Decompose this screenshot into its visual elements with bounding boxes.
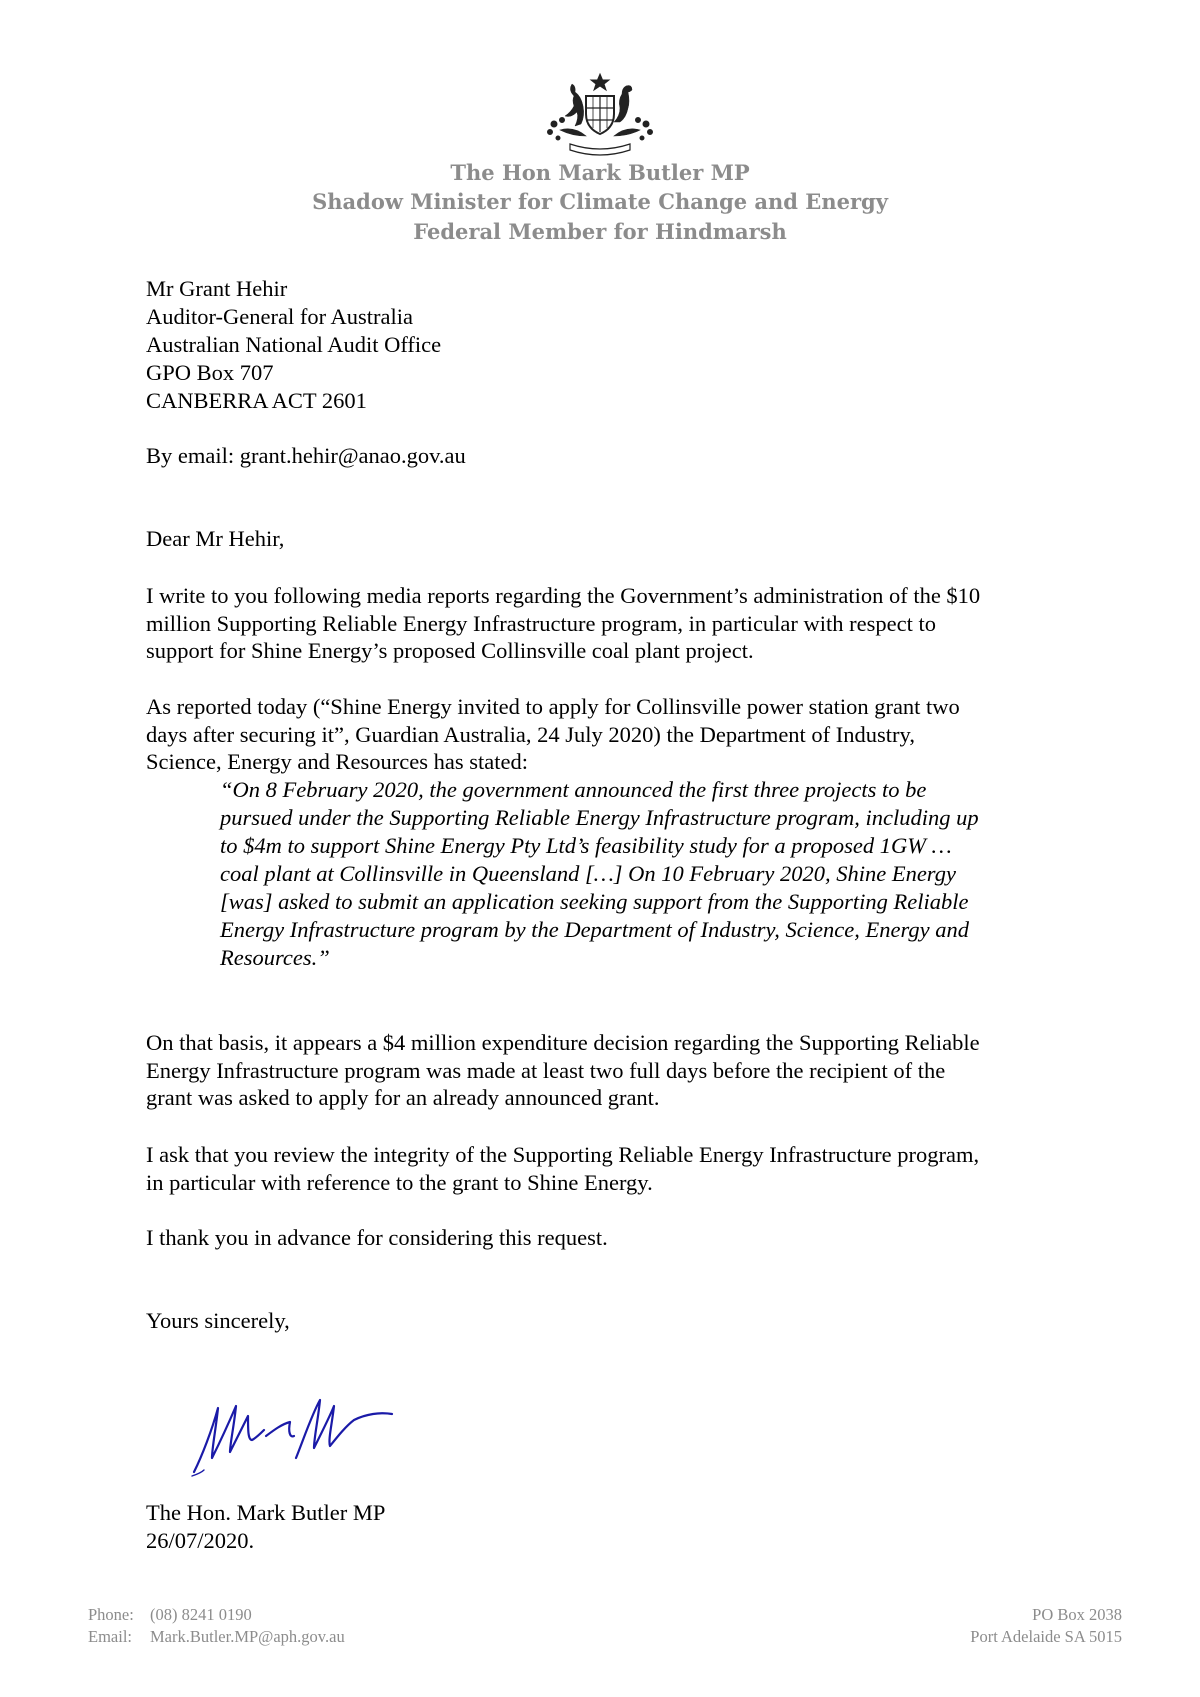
letterhead-name: The Hon Mark Butler MP — [450, 160, 750, 185]
paragraph-line: I thank you in advance for considering this request. — [146, 1225, 608, 1250]
footer-phone: (08) 8241 0190 — [150, 1605, 252, 1624]
quote-line: coal plant at Collinsville in Queensland […] On 10 February 2020, Shine Energy — [220, 861, 956, 886]
quote-line: to $4m to support Shine Energy Pty Ltd’s feasibility study for a proposed 1GW … — [220, 833, 952, 858]
addressee-line: Auditor-General for Australia — [146, 304, 413, 329]
letterhead-electorate: Federal Member for Hindmarsh — [413, 219, 787, 244]
body-paragraph — [146, 1141, 1076, 1196]
block-quote — [220, 776, 1080, 972]
footer-email: Mark.Butler.MP@aph.gov.au — [150, 1627, 345, 1646]
quote-line: [was] asked to submit an application seeking support from the Supporting Reliable — [220, 889, 969, 914]
body-paragraph — [146, 693, 1076, 776]
footer-po-box: PO Box 2038 — [1032, 1605, 1122, 1624]
paragraph-line: Science, Energy and Resources has stated: — [146, 749, 528, 774]
paragraph-line: Energy Infrastructure program was made at least two full days before the recipient of the — [146, 1057, 946, 1083]
quote-line: “On 8 February 2020, the government announced the first three projects to be — [220, 777, 927, 802]
signature-icon — [182, 1378, 402, 1478]
quote-line: pursued under the Supporting Reliable Energy Infrastructure program, including up — [220, 805, 979, 830]
quote-line: Resources.” — [220, 945, 330, 970]
salutation: Dear Mr Hehir, — [146, 526, 285, 551]
paragraph-line: support for Shine Energy’s proposed Collinsville coal plant project. — [146, 638, 754, 663]
paragraph-line: As reported today (“Shine Energy invited to apply for Collinsville power station grant two — [146, 694, 960, 719]
footer-contact — [88, 1604, 345, 1648]
paragraph-line: On that basis, it appears a $4 million expenditure decision regarding the Supporting Reliable — [146, 1030, 980, 1055]
signoff-name: The Hon. Mark Butler MP — [146, 1500, 386, 1525]
paragraph-line: million Supporting Reliable Energy Infrastructure program, in particular with respect to — [146, 610, 936, 636]
signoff-block — [146, 1499, 385, 1555]
body-paragraph — [146, 1029, 1076, 1112]
paragraph-line: days after securing it”, Guardian Australia, 24 July 2020) the Department of Industry, — [146, 721, 915, 747]
coat-of-arms-icon — [540, 72, 660, 156]
footer-phone-label: Phone: — [88, 1605, 134, 1624]
addressee-line: Australian National Audit Office — [146, 332, 442, 357]
footer-email-label: Email: — [88, 1627, 132, 1646]
footer-locality: Port Adelaide SA 5015 — [970, 1627, 1122, 1646]
addressee-email: By email: grant.hehir@anao.gov.au — [146, 443, 466, 468]
addressee-line: CANBERRA ACT 2601 — [146, 388, 367, 413]
body-paragraph — [146, 582, 1076, 665]
signoff-date: 26/07/2020. — [146, 1528, 255, 1553]
paragraph-line: I ask that you review the integrity of the Supporting Reliable Energy Infrastructure program, — [146, 1142, 980, 1167]
closing: Yours sincerely, — [146, 1308, 290, 1333]
letterhead-portfolio: Shadow Minister for Climate Change and Energy — [312, 189, 888, 214]
paragraph-line: grant was asked to apply for an already announced grant. — [146, 1085, 660, 1110]
footer-postal — [970, 1604, 1122, 1648]
addressee-block — [146, 275, 441, 415]
addressee-line: GPO Box 707 — [146, 360, 274, 385]
footer-email-row — [88, 1626, 345, 1648]
addressee-line: Mr Grant Hehir — [146, 276, 288, 301]
paragraph-line: in particular with reference to the grant to Shine Energy. — [146, 1169, 653, 1195]
paragraph-line: I write to you following media reports regarding the Government’s administration of the $10 — [146, 583, 981, 608]
body-paragraph — [146, 1224, 1076, 1252]
quote-line: Energy Infrastructure program by the Department of Industry, Science, Energy and — [220, 917, 970, 942]
footer-phone-row — [88, 1604, 345, 1626]
